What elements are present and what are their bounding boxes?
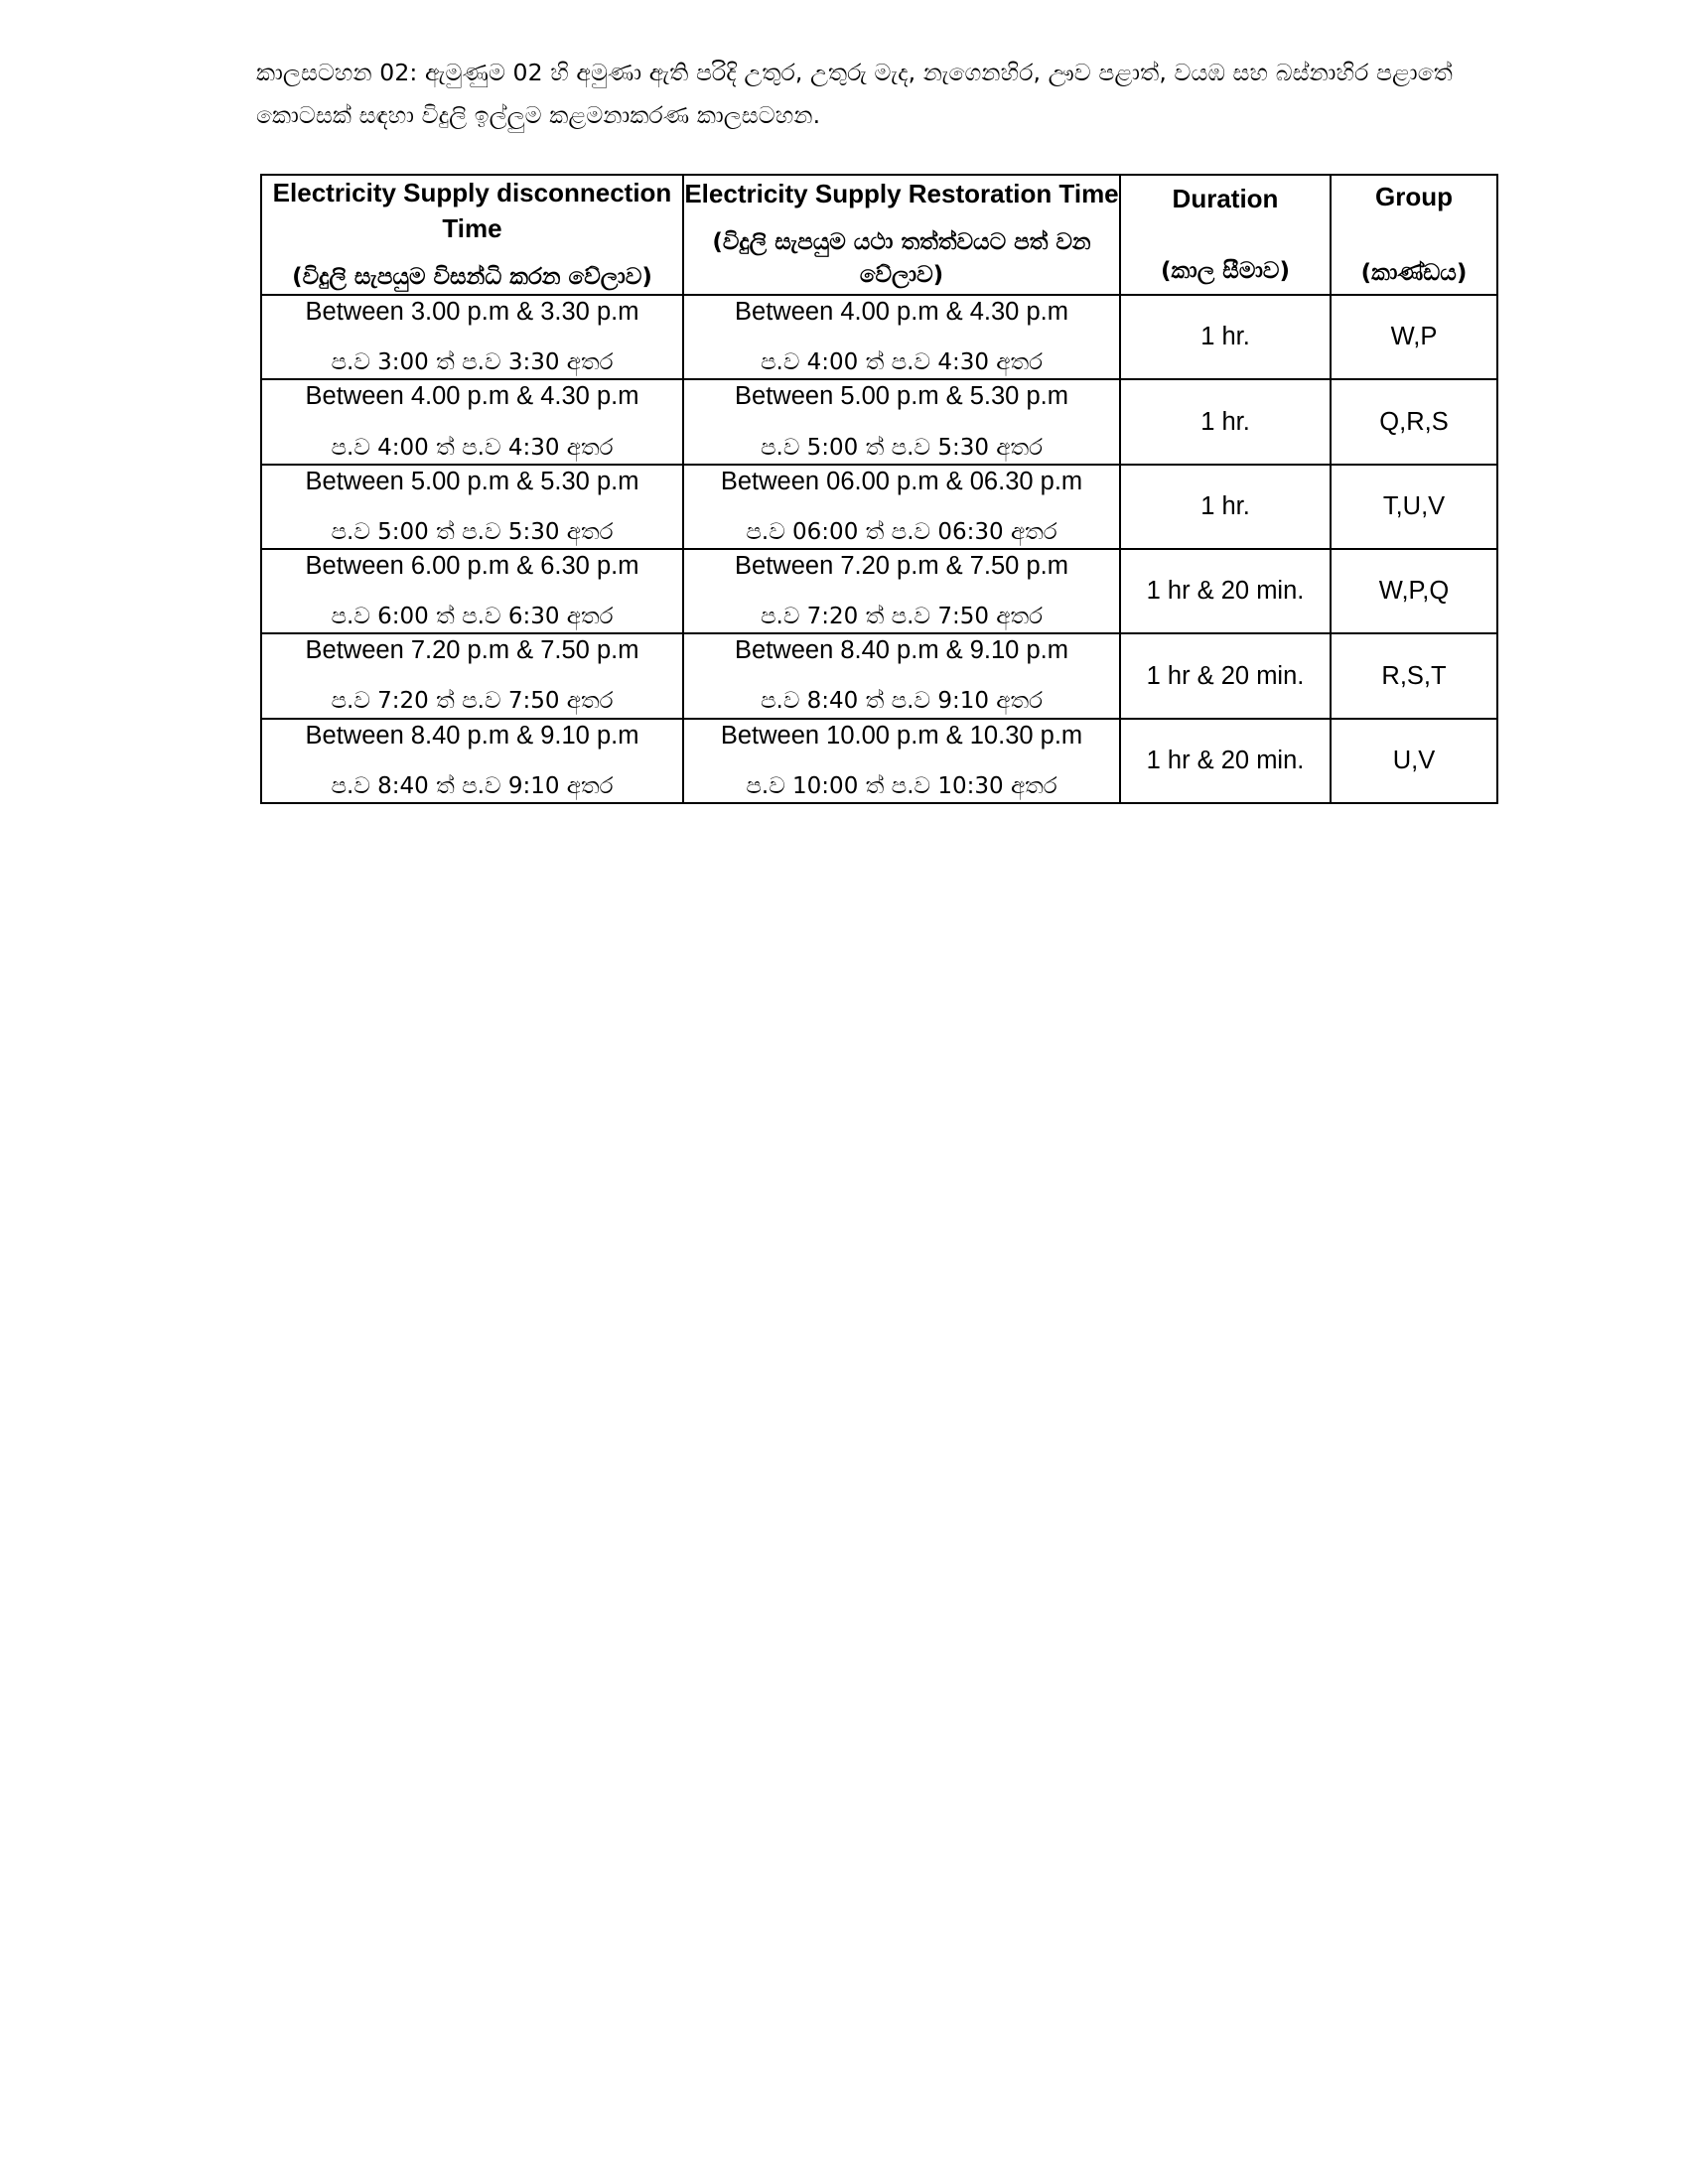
restoration-time-en: Between 4.00 p.m & 4.30 p.m (735, 298, 1068, 327)
column-header-group-en: Group (1375, 181, 1453, 211)
column-header-duration-si: (කාල සීමාව) (1160, 257, 1290, 284)
cell-duration: 1 hr & 20 min. (1120, 549, 1331, 633)
cell-disconnection-time (261, 549, 683, 633)
cell-disconnection-time (261, 379, 683, 464)
column-header-restoration-time (683, 175, 1120, 295)
column-header-disconnection-time-en: Electricity Supply disconnection Time (272, 177, 672, 243)
table-row (261, 295, 1497, 379)
cell-restoration-time (683, 719, 1120, 803)
disconnection-time-si: ප.ව 8:40 ත් ප.ව 9:10 අතර (331, 772, 614, 799)
cell-restoration-time (683, 549, 1120, 633)
table-row (261, 379, 1497, 464)
disconnection-time-en: Between 4.00 p.m & 4.30 p.m (305, 382, 639, 411)
disconnection-time-si: ප.ව 4:00 ත් ප.ව 4:30 අතර (331, 434, 614, 461)
column-header-group-si: (කාණ්ඩය) (1360, 259, 1468, 286)
disconnection-time-si: ප.ව 7:20 ත් ප.ව 7:50 අතර (331, 688, 614, 715)
column-header-duration-en: Duration (1172, 183, 1279, 213)
disconnection-time-si: ප.ව 5:00 ත් ප.ව 5:30 අතර (331, 518, 614, 545)
table-row (261, 719, 1497, 803)
column-header-group (1331, 175, 1497, 295)
table-header-row (261, 175, 1497, 295)
table-row (261, 633, 1497, 718)
cell-disconnection-time (261, 465, 683, 549)
cell-restoration-time (683, 379, 1120, 464)
restoration-time-si: ප.ව 5:00 ත් ප.ව 5:30 අතර (760, 434, 1044, 461)
cell-disconnection-time (261, 295, 683, 379)
cell-duration: 1 hr. (1120, 295, 1331, 379)
table-row (261, 465, 1497, 549)
restoration-time-en: Between 06.00 p.m & 06.30 p.m (720, 467, 1083, 495)
cell-restoration-time (683, 633, 1120, 718)
cell-disconnection-time (261, 719, 683, 803)
restoration-time-si: ප.ව 7:20 ත් ප.ව 7:50 අතර (760, 604, 1044, 630)
cell-group: W,P,Q (1331, 549, 1497, 633)
disconnection-time-en: Between 3.00 p.m & 3.30 p.m (305, 298, 639, 327)
restoration-time-si: ප.ව 06:00 ත් ප.ව 06:30 අතර (746, 518, 1057, 545)
cell-group: U,V (1331, 719, 1497, 803)
cell-group: T,U,V (1331, 465, 1497, 549)
cell-duration: 1 hr. (1120, 379, 1331, 464)
table-row (261, 549, 1497, 633)
power-cut-schedule-table (260, 174, 1498, 804)
disconnection-time-en: Between 8.40 p.m & 9.10 p.m (305, 721, 639, 750)
cell-group: W,P (1331, 295, 1497, 379)
restoration-time-si: ප.ව 8:40 ත් ප.ව 9:10 අතර (760, 688, 1044, 715)
restoration-time-si: ප.ව 10:00 ත් ප.ව 10:30 අතර (746, 772, 1057, 799)
restoration-time-si: ප.ව 4:00 ත් ප.ව 4:30 අතර (760, 349, 1044, 376)
cell-restoration-time (683, 465, 1120, 549)
restoration-time-en: Between 10.00 p.m & 10.30 p.m (720, 721, 1083, 750)
column-header-duration (1120, 175, 1331, 295)
disconnection-time-si: ප.ව 3:00 ත් ප.ව 3:30 අතර (331, 349, 614, 376)
disconnection-time-en: Between 5.00 p.m & 5.30 p.m (305, 467, 639, 495)
column-header-restoration-time-si: (විදුලි සැපයුම යථා තත්ත්වයට පත් වන වේලාව) (712, 229, 1091, 289)
disconnection-time-en: Between 7.20 p.m & 7.50 p.m (305, 636, 639, 665)
restoration-time-en: Between 7.20 p.m & 7.50 p.m (735, 552, 1068, 581)
cell-group: Q,R,S (1331, 379, 1497, 464)
column-header-restoration-time-en: Electricity Supply Restoration Time (684, 179, 1119, 209)
cell-restoration-time (683, 295, 1120, 379)
restoration-time-en: Between 5.00 p.m & 5.30 p.m (735, 382, 1068, 411)
column-header-disconnection-time (261, 175, 683, 295)
table-body (261, 295, 1497, 803)
cell-duration: 1 hr. (1120, 465, 1331, 549)
cell-group: R,S,T (1331, 633, 1497, 718)
cell-duration: 1 hr & 20 min. (1120, 633, 1331, 718)
intro-paragraph: කාලසටහන 02: ඇමුණුම 02 හි අමුණා ඇති පරිදි උතුර, උතුරු මැද, නැගෙනහිර, ඌව පළාත්, වයඹ සහ බස්නාහිර පළාතේ කොටසක් සඳහා විදුලි ඉල්ලුම කළමනාකරණ කාලසටහන. (256, 59, 1453, 130)
disconnection-time-si: ප.ව 6:00 ත් ප.ව 6:30 අතර (331, 604, 614, 630)
cell-disconnection-time (261, 633, 683, 718)
column-header-disconnection-time-si: (විදුලි සැපයුම විසන්ධි කරන වේලාව) (292, 263, 652, 290)
cell-duration: 1 hr & 20 min. (1120, 719, 1331, 803)
restoration-time-en: Between 8.40 p.m & 9.10 p.m (735, 636, 1068, 665)
disconnection-time-en: Between 6.00 p.m & 6.30 p.m (305, 552, 639, 581)
table-header (261, 175, 1497, 295)
